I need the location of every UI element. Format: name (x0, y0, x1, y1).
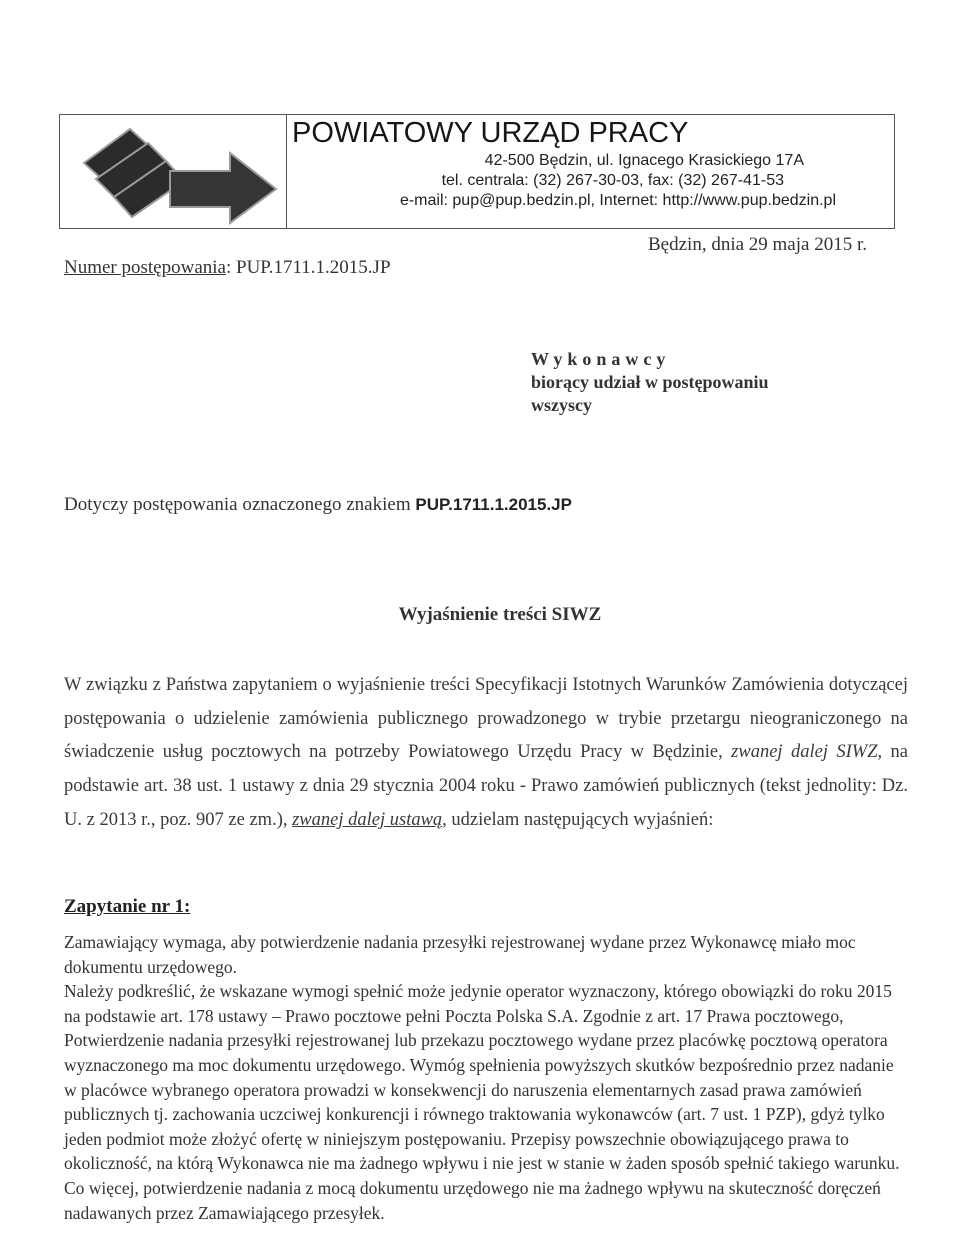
concerns-code: PUP.1711.1.2015.JP (415, 495, 572, 514)
reference-number (64, 257, 391, 279)
intro-text-1: W związku z Państwa zapytaniem o wyjaśnienie treści Specyfikacji Istotnych Warunków Zamówienia dotyczącej postępowania o udzielenie zamówienia publicznego prowadzonego w trybie przetargu nieograniczonego na świadczenie usług pocztowych na potrzeby Powiatowego Urzędu Pracy w Będzinie, (64, 675, 908, 763)
addressee-line-2: biorący udział w postępowaniu (531, 372, 769, 392)
intro-text-2: , na podstawie art. 38 ust. 1 ustawy z dnia 29 stycznia 2004 roku - Prawo zamówień publicznych (tekst jednolity: Dz. U. z 2013 r., poz. 907 ze zm.), (64, 742, 908, 830)
intro-text-3: , udzielam następujących wyjaśnień: (442, 809, 714, 830)
intro-italic-siwz: zwanej dalej SIWZ (731, 742, 878, 763)
question-body (64, 930, 910, 1225)
office-phone: tel. centrala: (32) 267-30-03, fax: (32) 267-41-53 (441, 172, 784, 189)
office-address: 42-500 Będzin, ul. Ignacego Krasickiego 17A (484, 152, 804, 169)
letterhead (59, 114, 895, 229)
addressee-block (531, 348, 769, 417)
date-line: Będzin, dnia 29 maja 2015 r. (648, 234, 867, 255)
concerns-text: Dotyczy postępowania oznaczonego znakiem (64, 494, 416, 515)
intro-italic-ustawa: zwanej dalej ustawą (292, 809, 443, 830)
office-name: POWIATOWY URZĄD PRACY (292, 117, 689, 149)
reference-label: Numer postępowania (64, 257, 226, 278)
question-heading: Zapytanie nr 1: (64, 896, 191, 917)
office-email-web: e-mail: pup@pup.bedzin.pl, Internet: http://www.pup.bedzin.pl (399, 192, 836, 209)
intro-paragraph (64, 669, 908, 838)
question-paragraph-1: Zamawiający wymaga, aby potwierdzenie nadania przesyłki rejestrowanej wydane przez Wykonawcę miało moc dokumentu urzędowego. (64, 932, 856, 977)
concerns-line (64, 494, 572, 516)
reference-value: : PUP.1711.1.2015.JP (225, 257, 391, 278)
question-paragraph-2: Należy podkreślić, że wskazane wymogi spełnić może jedynie operator wyznaczony, którego obowiązki do roku 2015 na podstawie art. 178 ustawy – Prawo pocztowe pełni Poczta Polska S.A. Zgodnie z art. 17 Prawa pocztowego, Potwierdzenie nadania przesyłki rejestrowanej lub przekazu pocztowego wydane przez placówkę pocztową operatora wyznaczonego ma moc dokumentu urzędowego. Wymóg spełnienia powyższych skutków bezpośrednio przez nadanie w placówce wybranego operatora prowadzi w konsekwencji do naruszenia elementarnych zasad prawa zamówień publicznych tj. zachowania uczciwej konkurencji i równego traktowania wykonawców (art. 7 ust. 1 PZP), gdyż tylko jeden podmiot może złożyć ofertę w niniejszym postępowaniu. Przepisy powszechnie obowiązującego prawa to okoliczność, na którą Wykonawca nie ma żadnego wpływu i nie jest w stanie w żaden sposób spełnić takiego warunku. Co więcej, potwierdzenie nadania z mocą dokumentu urzędowego nie ma żadnego wpływu na skuteczność doręczeń nadawanych przez Zamawiającego przesyłek. (64, 981, 900, 1223)
addressee-line-1: Wykonawcy (531, 349, 671, 369)
addressee-line-3: wszyscy (531, 395, 592, 415)
document-title: Wyjaśnienie treści SIWZ (398, 604, 602, 625)
